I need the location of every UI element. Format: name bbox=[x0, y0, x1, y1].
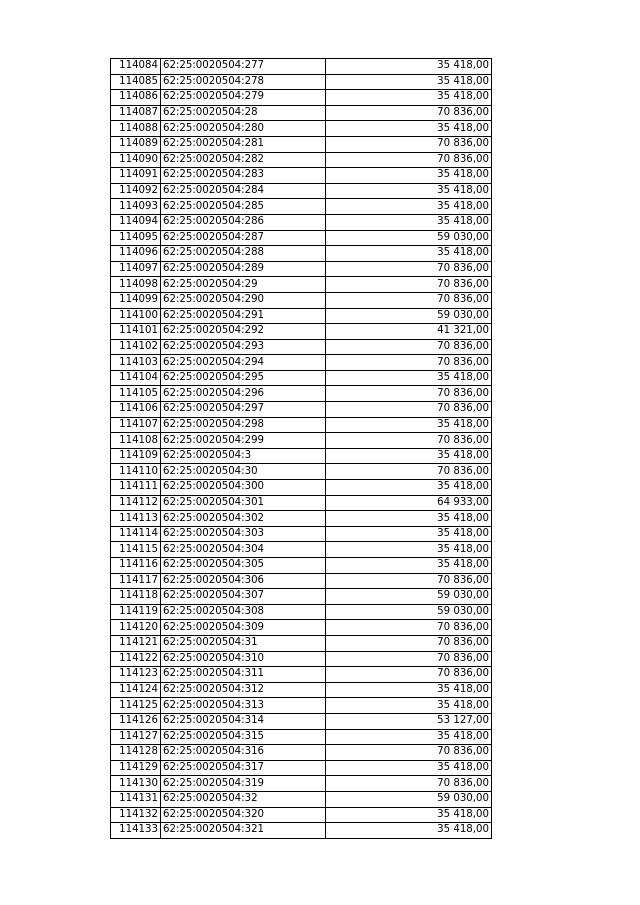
table-row bbox=[111, 74, 492, 90]
row-number-cell: 114111 bbox=[111, 480, 161, 496]
row-number-cell: 114104 bbox=[111, 370, 161, 386]
value-cell: 35 418,00 bbox=[326, 807, 492, 823]
cadastral-number-cell: 62:25:0020504:315 bbox=[161, 729, 326, 745]
value-cell: 35 418,00 bbox=[326, 214, 492, 230]
cadastral-number-cell: 62:25:0020504:28 bbox=[161, 105, 326, 121]
row-number-cell: 114122 bbox=[111, 651, 161, 667]
row-number-cell: 114099 bbox=[111, 292, 161, 308]
table-row bbox=[111, 324, 492, 340]
value-cell: 35 418,00 bbox=[326, 511, 492, 527]
cadastral-number-cell: 62:25:0020504:291 bbox=[161, 308, 326, 324]
table-row bbox=[111, 558, 492, 574]
cadastral-number-cell: 62:25:0020504:312 bbox=[161, 682, 326, 698]
row-number-cell: 114128 bbox=[111, 745, 161, 761]
cadastral-number-cell: 62:25:0020504:302 bbox=[161, 511, 326, 527]
cadastral-number-cell: 62:25:0020504:320 bbox=[161, 807, 326, 823]
row-number-cell: 114085 bbox=[111, 74, 161, 90]
row-number-cell: 114092 bbox=[111, 183, 161, 199]
table-row bbox=[111, 729, 492, 745]
row-number-cell: 114119 bbox=[111, 604, 161, 620]
row-number-cell: 114098 bbox=[111, 277, 161, 293]
cadastral-number-cell: 62:25:0020504:294 bbox=[161, 355, 326, 371]
cadastral-number-cell: 62:25:0020504:285 bbox=[161, 199, 326, 215]
table-row bbox=[111, 136, 492, 152]
table-row bbox=[111, 807, 492, 823]
table-row bbox=[111, 511, 492, 527]
value-cell: 59 030,00 bbox=[326, 308, 492, 324]
value-cell: 70 836,00 bbox=[326, 433, 492, 449]
table-row bbox=[111, 199, 492, 215]
table-row bbox=[111, 823, 492, 839]
table-row bbox=[111, 59, 492, 75]
value-cell: 35 418,00 bbox=[326, 417, 492, 433]
row-number-cell: 114124 bbox=[111, 682, 161, 698]
cadastral-number-cell: 62:25:0020504:295 bbox=[161, 370, 326, 386]
cadastral-number-cell: 62:25:0020504:286 bbox=[161, 214, 326, 230]
row-number-cell: 114114 bbox=[111, 526, 161, 542]
value-cell: 70 836,00 bbox=[326, 776, 492, 792]
cadastral-number-cell: 62:25:0020504:317 bbox=[161, 760, 326, 776]
row-number-cell: 114133 bbox=[111, 823, 161, 839]
table-row bbox=[111, 417, 492, 433]
value-cell: 35 418,00 bbox=[326, 448, 492, 464]
table-row bbox=[111, 526, 492, 542]
value-cell: 70 836,00 bbox=[326, 292, 492, 308]
cadastral-number-cell: 62:25:0020504:290 bbox=[161, 292, 326, 308]
cadastral-number-cell: 62:25:0020504:305 bbox=[161, 558, 326, 574]
row-number-cell: 114110 bbox=[111, 464, 161, 480]
table-row bbox=[111, 604, 492, 620]
cadastral-number-cell: 62:25:0020504:282 bbox=[161, 152, 326, 168]
table-row bbox=[111, 480, 492, 496]
table-row bbox=[111, 370, 492, 386]
table-row bbox=[111, 651, 492, 667]
value-cell: 35 418,00 bbox=[326, 682, 492, 698]
value-cell: 70 836,00 bbox=[326, 339, 492, 355]
value-cell: 35 418,00 bbox=[326, 542, 492, 558]
table-row bbox=[111, 386, 492, 402]
row-number-cell: 114123 bbox=[111, 667, 161, 683]
value-cell: 70 836,00 bbox=[326, 745, 492, 761]
table-row bbox=[111, 214, 492, 230]
table-row bbox=[111, 573, 492, 589]
table-row bbox=[111, 589, 492, 605]
cadastral-number-cell: 62:25:0020504:316 bbox=[161, 745, 326, 761]
cadastral-number-cell: 62:25:0020504:306 bbox=[161, 573, 326, 589]
value-cell: 59 030,00 bbox=[326, 604, 492, 620]
value-cell: 70 836,00 bbox=[326, 152, 492, 168]
row-number-cell: 114106 bbox=[111, 402, 161, 418]
value-cell: 70 836,00 bbox=[326, 464, 492, 480]
value-cell: 59 030,00 bbox=[326, 791, 492, 807]
value-cell: 70 836,00 bbox=[326, 277, 492, 293]
cadastral-number-cell: 62:25:0020504:310 bbox=[161, 651, 326, 667]
table-row bbox=[111, 745, 492, 761]
row-number-cell: 114094 bbox=[111, 214, 161, 230]
cadastral-number-cell: 62:25:0020504:309 bbox=[161, 620, 326, 636]
value-cell: 70 836,00 bbox=[326, 136, 492, 152]
cadastral-number-cell: 62:25:0020504:280 bbox=[161, 121, 326, 137]
row-number-cell: 114102 bbox=[111, 339, 161, 355]
row-number-cell: 114118 bbox=[111, 589, 161, 605]
value-cell: 35 418,00 bbox=[326, 199, 492, 215]
row-number-cell: 114109 bbox=[111, 448, 161, 464]
value-cell: 35 418,00 bbox=[326, 246, 492, 262]
row-number-cell: 114103 bbox=[111, 355, 161, 371]
value-cell: 35 418,00 bbox=[326, 558, 492, 574]
cadastral-number-cell: 62:25:0020504:278 bbox=[161, 74, 326, 90]
cadastral-number-cell: 62:25:0020504:288 bbox=[161, 246, 326, 262]
row-number-cell: 114089 bbox=[111, 136, 161, 152]
cadastral-number-cell: 62:25:0020504:313 bbox=[161, 698, 326, 714]
row-number-cell: 114100 bbox=[111, 308, 161, 324]
cadastral-number-cell: 62:25:0020504:289 bbox=[161, 261, 326, 277]
table-row bbox=[111, 667, 492, 683]
row-number-cell: 114084 bbox=[111, 59, 161, 75]
cadastral-number-cell: 62:25:0020504:293 bbox=[161, 339, 326, 355]
value-cell: 70 836,00 bbox=[326, 386, 492, 402]
cadastral-number-cell: 62:25:0020504:319 bbox=[161, 776, 326, 792]
value-cell: 59 030,00 bbox=[326, 230, 492, 246]
row-number-cell: 114129 bbox=[111, 760, 161, 776]
value-cell: 70 836,00 bbox=[326, 402, 492, 418]
value-cell: 35 418,00 bbox=[326, 480, 492, 496]
cadastral-number-cell: 62:25:0020504:299 bbox=[161, 433, 326, 449]
value-cell: 35 418,00 bbox=[326, 698, 492, 714]
row-number-cell: 114096 bbox=[111, 246, 161, 262]
row-number-cell: 114125 bbox=[111, 698, 161, 714]
value-cell: 41 321,00 bbox=[326, 324, 492, 340]
value-cell: 35 418,00 bbox=[326, 760, 492, 776]
value-cell: 59 030,00 bbox=[326, 589, 492, 605]
table-row bbox=[111, 308, 492, 324]
cadastral-number-cell: 62:25:0020504:301 bbox=[161, 495, 326, 511]
value-cell: 35 418,00 bbox=[326, 168, 492, 184]
row-number-cell: 114101 bbox=[111, 324, 161, 340]
row-number-cell: 114088 bbox=[111, 121, 161, 137]
cadastral-number-cell: 62:25:0020504:277 bbox=[161, 59, 326, 75]
table-row bbox=[111, 261, 492, 277]
cadastral-number-cell: 62:25:0020504:303 bbox=[161, 526, 326, 542]
value-cell: 35 418,00 bbox=[326, 729, 492, 745]
cadastral-number-cell: 62:25:0020504:3 bbox=[161, 448, 326, 464]
row-number-cell: 114095 bbox=[111, 230, 161, 246]
table-row bbox=[111, 698, 492, 714]
value-cell: 70 836,00 bbox=[326, 261, 492, 277]
cadastral-number-cell: 62:25:0020504:32 bbox=[161, 791, 326, 807]
row-number-cell: 114108 bbox=[111, 433, 161, 449]
row-number-cell: 114117 bbox=[111, 573, 161, 589]
table-row bbox=[111, 542, 492, 558]
table-row bbox=[111, 90, 492, 106]
table-body bbox=[111, 59, 492, 839]
row-number-cell: 114115 bbox=[111, 542, 161, 558]
cadastral-number-cell: 62:25:0020504:308 bbox=[161, 604, 326, 620]
cadastral-number-cell: 62:25:0020504:311 bbox=[161, 667, 326, 683]
row-number-cell: 114127 bbox=[111, 729, 161, 745]
table-row bbox=[111, 791, 492, 807]
cadastral-number-cell: 62:25:0020504:296 bbox=[161, 386, 326, 402]
value-cell: 35 418,00 bbox=[326, 90, 492, 106]
table-row bbox=[111, 246, 492, 262]
value-cell: 64 933,00 bbox=[326, 495, 492, 511]
value-cell: 70 836,00 bbox=[326, 667, 492, 683]
cadastral-number-cell: 62:25:0020504:297 bbox=[161, 402, 326, 418]
row-number-cell: 114093 bbox=[111, 199, 161, 215]
table-row bbox=[111, 464, 492, 480]
cadastral-number-cell: 62:25:0020504:284 bbox=[161, 183, 326, 199]
value-cell: 70 836,00 bbox=[326, 651, 492, 667]
row-number-cell: 114132 bbox=[111, 807, 161, 823]
cadastral-number-cell: 62:25:0020504:292 bbox=[161, 324, 326, 340]
cadastral-number-cell: 62:25:0020504:300 bbox=[161, 480, 326, 496]
table-row bbox=[111, 620, 492, 636]
table-row bbox=[111, 776, 492, 792]
cadastral-number-cell: 62:25:0020504:304 bbox=[161, 542, 326, 558]
cadastral-number-cell: 62:25:0020504:298 bbox=[161, 417, 326, 433]
row-number-cell: 114090 bbox=[111, 152, 161, 168]
value-cell: 35 418,00 bbox=[326, 823, 492, 839]
row-number-cell: 114107 bbox=[111, 417, 161, 433]
value-cell: 70 836,00 bbox=[326, 620, 492, 636]
value-cell: 35 418,00 bbox=[326, 370, 492, 386]
table-row bbox=[111, 682, 492, 698]
row-number-cell: 114112 bbox=[111, 495, 161, 511]
value-cell: 35 418,00 bbox=[326, 121, 492, 137]
row-number-cell: 114116 bbox=[111, 558, 161, 574]
table-row bbox=[111, 168, 492, 184]
value-cell: 35 418,00 bbox=[326, 74, 492, 90]
table-row bbox=[111, 448, 492, 464]
row-number-cell: 114131 bbox=[111, 791, 161, 807]
table-row bbox=[111, 105, 492, 121]
table-row bbox=[111, 355, 492, 371]
cadastral-number-cell: 62:25:0020504:321 bbox=[161, 823, 326, 839]
table-row bbox=[111, 292, 492, 308]
row-number-cell: 114113 bbox=[111, 511, 161, 527]
table-row bbox=[111, 635, 492, 651]
row-number-cell: 114121 bbox=[111, 635, 161, 651]
value-cell: 35 418,00 bbox=[326, 59, 492, 75]
cadastral-number-cell: 62:25:0020504:287 bbox=[161, 230, 326, 246]
row-number-cell: 114087 bbox=[111, 105, 161, 121]
value-cell: 70 836,00 bbox=[326, 105, 492, 121]
table-row bbox=[111, 152, 492, 168]
cadastral-value-table bbox=[110, 58, 492, 839]
row-number-cell: 114130 bbox=[111, 776, 161, 792]
table-row bbox=[111, 339, 492, 355]
cadastral-number-cell: 62:25:0020504:29 bbox=[161, 277, 326, 293]
value-cell: 70 836,00 bbox=[326, 355, 492, 371]
value-cell: 35 418,00 bbox=[326, 183, 492, 199]
cadastral-number-cell: 62:25:0020504:30 bbox=[161, 464, 326, 480]
row-number-cell: 114126 bbox=[111, 713, 161, 729]
value-cell: 35 418,00 bbox=[326, 526, 492, 542]
cadastral-number-cell: 62:25:0020504:31 bbox=[161, 635, 326, 651]
cadastral-number-cell: 62:25:0020504:279 bbox=[161, 90, 326, 106]
cadastral-number-cell: 62:25:0020504:307 bbox=[161, 589, 326, 605]
cadastral-number-cell: 62:25:0020504:314 bbox=[161, 713, 326, 729]
table-row bbox=[111, 495, 492, 511]
table-row bbox=[111, 230, 492, 246]
row-number-cell: 114091 bbox=[111, 168, 161, 184]
row-number-cell: 114086 bbox=[111, 90, 161, 106]
cadastral-number-cell: 62:25:0020504:281 bbox=[161, 136, 326, 152]
table-row bbox=[111, 402, 492, 418]
row-number-cell: 114105 bbox=[111, 386, 161, 402]
value-cell: 70 836,00 bbox=[326, 635, 492, 651]
table-row bbox=[111, 760, 492, 776]
table-row bbox=[111, 433, 492, 449]
cadastral-number-cell: 62:25:0020504:283 bbox=[161, 168, 326, 184]
table-row bbox=[111, 121, 492, 137]
table-row bbox=[111, 277, 492, 293]
value-cell: 53 127,00 bbox=[326, 713, 492, 729]
table-row bbox=[111, 183, 492, 199]
value-cell: 70 836,00 bbox=[326, 573, 492, 589]
row-number-cell: 114120 bbox=[111, 620, 161, 636]
row-number-cell: 114097 bbox=[111, 261, 161, 277]
table-row bbox=[111, 713, 492, 729]
